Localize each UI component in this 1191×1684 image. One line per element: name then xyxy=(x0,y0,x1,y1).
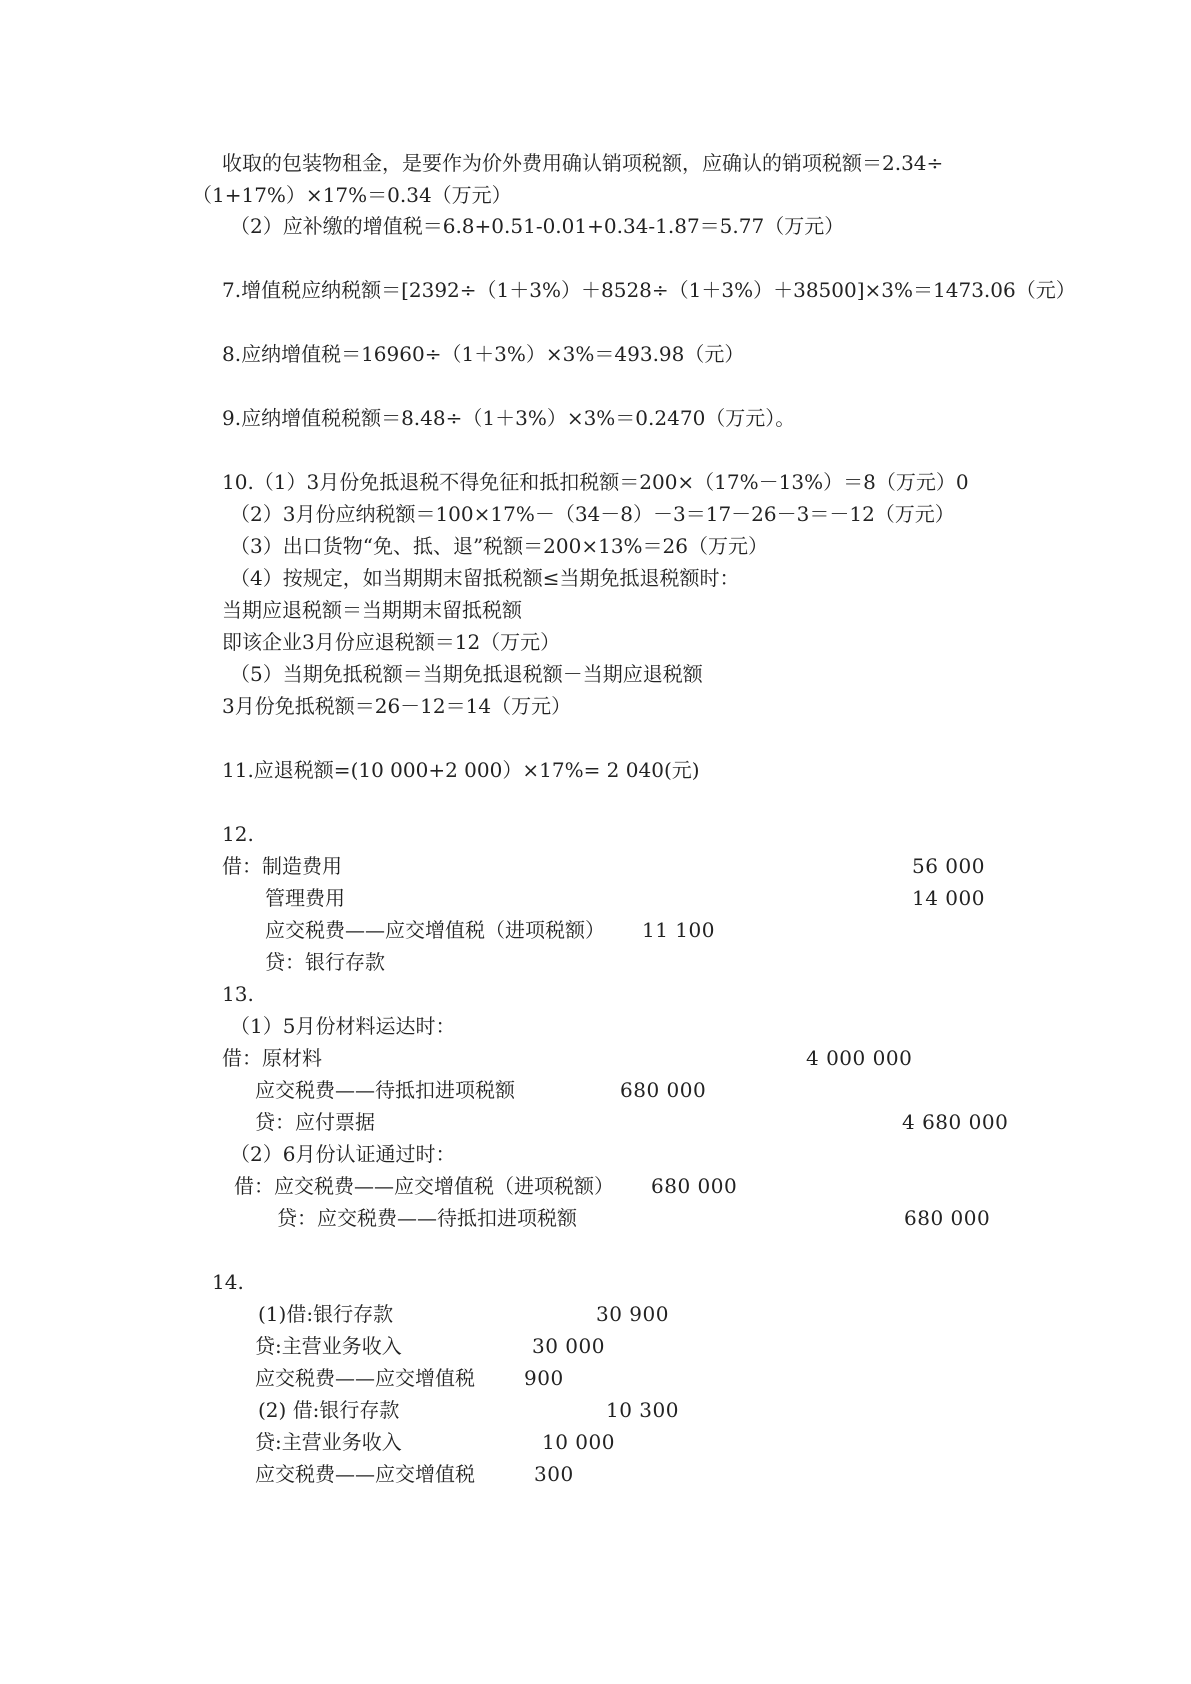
journal-credit-line: 应交税费——应交增值税 xyxy=(255,1462,475,1486)
amount: 900 xyxy=(524,1366,564,1390)
journal-credit-line: 贷:主营业务收入 xyxy=(255,1430,402,1454)
amount: 680 000 xyxy=(904,1206,991,1230)
section-number: 14. xyxy=(212,1270,244,1294)
journal-debit-line: 借：应交税费——应交增值税（进项税额） xyxy=(234,1174,614,1198)
text-line: （4）按规定，如当期期末留抵税额≤当期免抵退税额时： xyxy=(230,566,740,590)
journal-debit-line: 管理费用 xyxy=(265,886,345,910)
amount: 4 680 000 xyxy=(902,1110,1009,1134)
journal-credit-line: 贷：银行存款 xyxy=(265,950,385,974)
text-line: （3）出口货物“免、抵、退”税额＝200×13%＝26（万元） xyxy=(230,534,769,558)
text-line: 7.增值税应纳税额＝[2392÷（1＋3%）＋8528÷（1＋3%）＋38500]×3%＝1473.06（元） xyxy=(222,278,1076,302)
text-line: （5）当期免抵税额＝当期免抵退税额－当期应退税额 xyxy=(230,662,703,686)
text-line: 收取的包装物租金，是要作为价外费用确认销项税额，应确认的销项税额＝2.34÷ xyxy=(222,151,944,175)
amount: 680 000 xyxy=(651,1174,738,1198)
journal-debit-line: (1)借:银行存款 xyxy=(258,1302,394,1326)
text-line: （2）应补缴的增值税＝6.8+0.51-0.01+0.34-1.87＝5.77（万元） xyxy=(230,214,845,238)
journal-credit-line: 贷：应付票据 xyxy=(255,1110,375,1134)
journal-debit-line: 应交税费——应交增值税（进项税额） xyxy=(265,918,605,942)
amount: 300 xyxy=(534,1462,574,1486)
amount: 30 000 xyxy=(532,1334,605,1358)
journal-credit-line: 贷：应交税费——待抵扣进项税额 xyxy=(277,1206,577,1230)
amount: 11 100 xyxy=(642,918,715,942)
section-number: 13. xyxy=(222,982,254,1006)
amount: 14 000 xyxy=(912,886,985,910)
amount: 10 300 xyxy=(606,1398,679,1422)
amount: 56 000 xyxy=(912,854,985,878)
text-line: （1）5月份材料运达时： xyxy=(230,1014,456,1038)
text-line: （1+17%）×17%＝0.34（万元） xyxy=(192,183,512,207)
journal-credit-line: 贷:主营业务收入 xyxy=(255,1334,402,1358)
journal-debit-line: (2) 借:银行存款 xyxy=(258,1398,400,1422)
text-line: 即该企业3月份应退税额＝12（万元） xyxy=(222,630,561,654)
text-line: （2）3月份应纳税额＝100×17%－（34－8）－3＝17－26－3＝－12（万元） xyxy=(230,502,955,526)
text-line: 9.应纳增值税税额＝8.48÷（1＋3%）×3%＝0.2470（万元）。 xyxy=(222,406,796,430)
amount: 680 000 xyxy=(620,1078,707,1102)
amount: 30 900 xyxy=(596,1302,669,1326)
amount: 10 000 xyxy=(542,1430,615,1454)
text-line: 当期应退税额＝当期期末留抵税额 xyxy=(222,598,522,622)
text-line: 3月份免抵税额＝26－12＝14（万元） xyxy=(222,694,572,718)
amount: 4 000 000 xyxy=(806,1046,913,1070)
text-line: 8.应纳增值税＝16960÷（1＋3%）×3%＝493.98（元） xyxy=(222,342,745,366)
text-line: 10.（1）3月份免抵退税不得免征和抵扣税额＝200×（17%－13%）＝8（万元）0 xyxy=(222,470,969,494)
journal-debit-line: 应交税费——待抵扣进项税额 xyxy=(255,1078,515,1102)
journal-credit-line: 应交税费——应交增值税 xyxy=(255,1366,475,1390)
journal-debit-line: 借：制造费用 xyxy=(222,854,342,878)
section-number: 12. xyxy=(222,822,254,846)
text-line: 11.应退税额=(10 000+2 000）×17%= 2 040(元) xyxy=(222,758,700,782)
text-line: （2）6月份认证通过时： xyxy=(230,1142,456,1166)
journal-debit-line: 借：原材料 xyxy=(222,1046,322,1070)
